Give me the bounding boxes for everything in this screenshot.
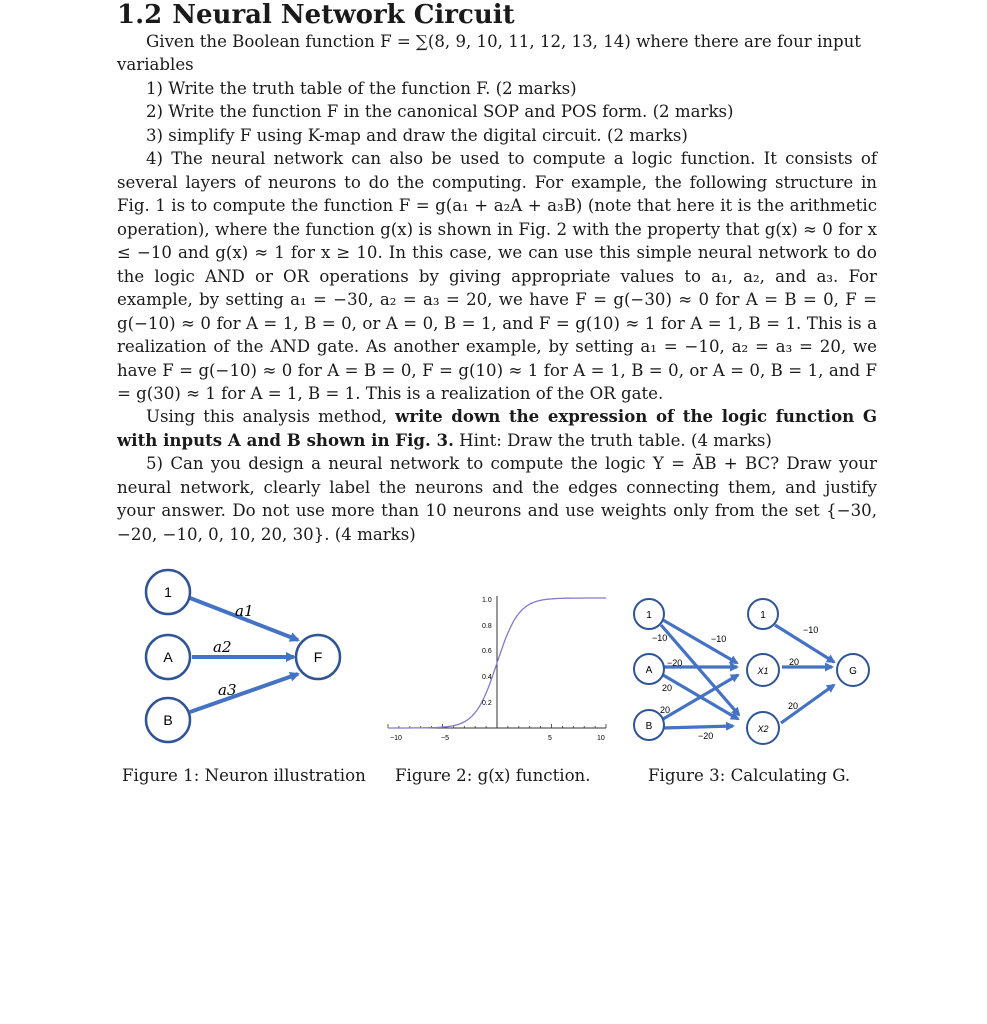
y-tick-06: 0.6 (482, 648, 492, 655)
node-b-label: B (163, 712, 173, 728)
node-f-label: F (313, 649, 323, 665)
weight-1-x2: −10 (711, 634, 727, 644)
figure-1-neuron-diagram (130, 560, 360, 750)
y-tick-02: 0.2 (482, 700, 492, 707)
question-4: 4) The neural network can also be used to compute a logic function. It consists of several layers of neurons to do the computing. For example, the following structure in Fig. 1 is to compute the function F = g(a₁ + a₂A + a₃B) (note that here it is the arithmetic operation), where the function g(x) is shown in Fig. 2 with the property that g(x) ≈ 0 for x ≤ −10 and g(x) ≈ 1 for x ≥ 10. In this case, we can use this simple neural network to do the logic AND or OR operations by giving appropriate values to a₁, a₂, and a₃. For example, by setting a₁ = −30, a₂ = a₃ = 20, we have F = g(−30) ≈ 0 for A = B = 0, F = g(−10) ≈ 0 for A = 1, B = 0, or A = 0, B = 1, and F = g(10) ≈ 1 for A = 1, B = 1. This is a realization of the AND gate. As another example, by setting a₁ = −10, a₂ = a₃ = 20, we have F = g(−10) ≈ 0 for A = B = 0, F = g(10) ≈ 1 for A = 1, B = 0, or A = 0, B = 1, and F = g(30) ≈ 1 for A = 1, B = 1. This is a realization of the OR gate. (117, 149, 877, 403)
y-tick-08: 0.8 (482, 623, 492, 630)
weight-bias-g: −10 (803, 625, 819, 635)
weight-x2-g: 20 (788, 701, 799, 711)
edge-label-a3: a3 (218, 681, 237, 699)
question-4-task (117, 405, 877, 452)
weight-a-x1: −20 (667, 658, 683, 668)
x-tick-neg5: −5 (441, 735, 449, 742)
weight-b-x2: −20 (698, 731, 714, 741)
weight-b-x1: 20 (660, 705, 671, 715)
edge-1-x2 (661, 625, 739, 715)
edge-a3 (190, 674, 298, 712)
question-2: 2) Write the function F in the canonical SOP and POS form. (2 marks) (146, 102, 734, 121)
node-bias-1-label: 1 (646, 610, 652, 621)
figure-1-caption: Figure 1: Neuron illustration (122, 766, 366, 785)
question-5: 5) Can you design a neural network to compute the logic Y = ĀB + BC? Draw your neural network, clearly label the neurons and the edges connecting them, and justify your answer. Do not use more than 10 neurons and use weights only from the set {−30, −20, −10, 0, 10, 20, 30}. (4 marks) (117, 454, 877, 544)
node-g-label: G (849, 666, 857, 677)
x-tick-neg10: −10 (390, 735, 402, 742)
node-a-label: A (163, 649, 173, 665)
node-x1-label: X1 (757, 666, 769, 676)
node-x2-label: X2 (757, 724, 769, 734)
question-4-task-lead: Using this analysis method, (146, 407, 396, 426)
intro-line-1: Given the Boolean function F = ∑(8, 9, 10, 11, 12, 13, 14) where there are four input (146, 32, 861, 51)
y-tick-04: 0.4 (482, 674, 492, 681)
question-4-task-hint: Hint: Draw the truth table. (4 marks) (453, 430, 772, 450)
edge-b-x2 (663, 726, 733, 728)
node-input-b-label: B (645, 721, 653, 732)
intro-line-2: variables (117, 55, 194, 74)
weight-1-x1: −10 (652, 633, 668, 643)
y-tick-1: 1.0 (482, 597, 492, 604)
figure-3-network (625, 595, 880, 745)
figure-3-caption: Figure 3: Calculating G. (648, 766, 851, 785)
question-3: 3) simplify F using K-map and draw the digital circuit. (2 marks) (146, 126, 688, 145)
question-1: 1) Write the truth table of the function F. (2 marks) (146, 79, 577, 98)
node-input-a-label: A (645, 665, 653, 676)
weight-x1-g: 20 (789, 657, 800, 667)
edge-label-a2: a2 (213, 638, 232, 656)
section-title: Neural Network Circuit (172, 0, 515, 30)
x-tick-10: 10 (597, 735, 605, 742)
figure-2-sigmoid-plot (378, 590, 613, 745)
section-heading (117, 0, 525, 30)
question-4-task-bold: write down the expression of the logic function G with inputs A and B shown in Fig. 3. (117, 406, 877, 450)
weight-a-x2: 20 (662, 683, 673, 693)
node-1-label: 1 (164, 584, 172, 600)
edge-label-a1: a1 (235, 602, 254, 620)
node-bias-2-label: 1 (760, 610, 766, 621)
section-number: 1.2 (117, 0, 163, 30)
figure-2-caption: Figure 2: g(x) function. (395, 766, 591, 785)
x-tick-5: 5 (548, 735, 552, 742)
